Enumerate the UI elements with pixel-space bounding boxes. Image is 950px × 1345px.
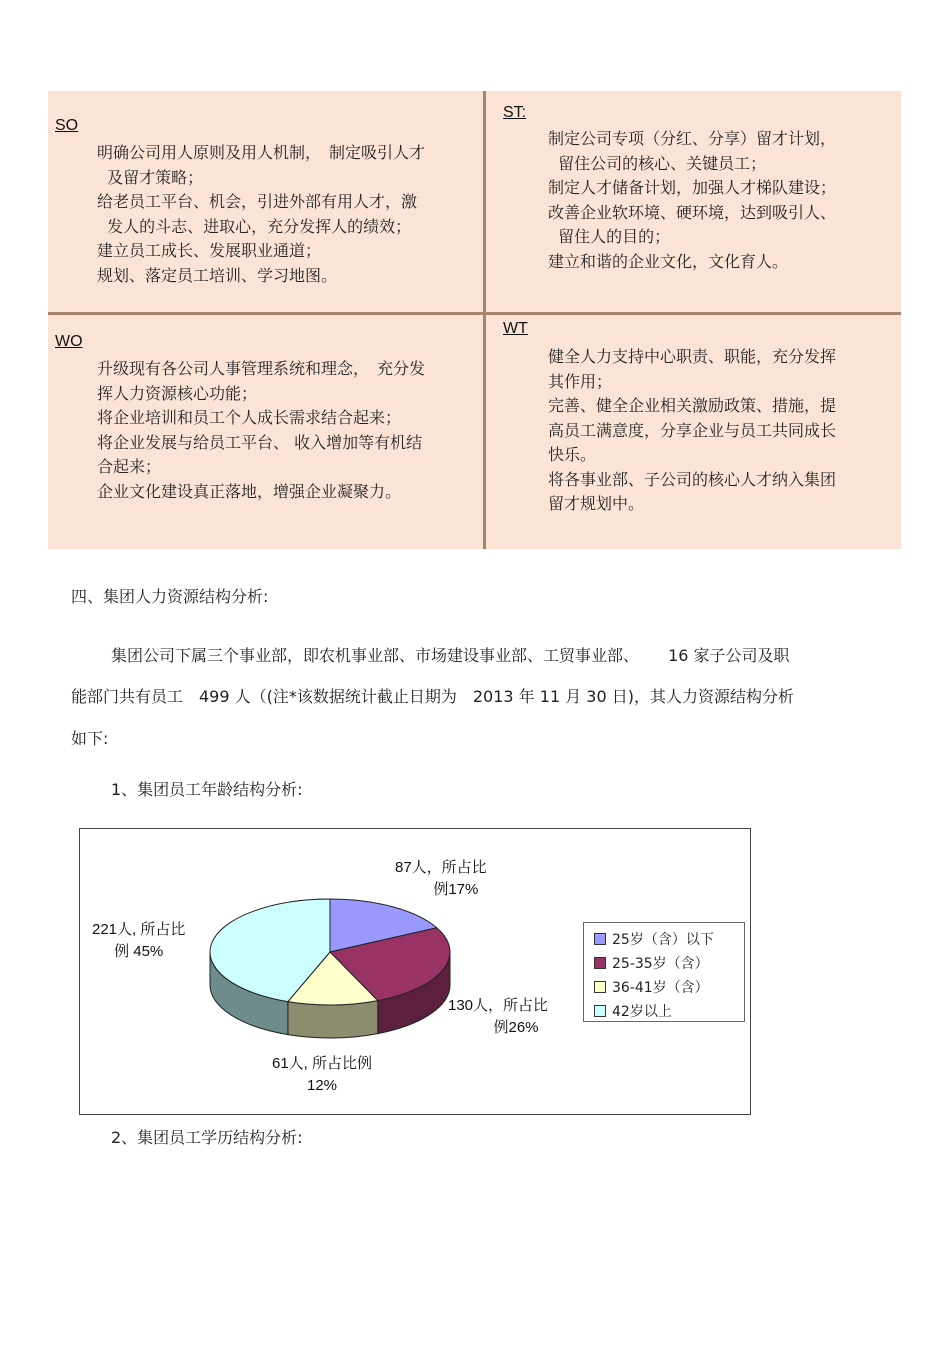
st-content bbox=[548, 127, 836, 274]
pie-label-line: 例26% bbox=[493, 1019, 539, 1036]
wt-line: 完善、健全企业相关激励政策、措施，提 bbox=[548, 396, 837, 415]
wo-content bbox=[97, 357, 425, 504]
pie-label-over42 bbox=[92, 919, 185, 963]
swot-divider-horizontal bbox=[48, 312, 901, 315]
wt-line: 健全人力支持中心职责、职能，充分发挥 bbox=[548, 347, 837, 366]
wt-title: WT bbox=[503, 320, 528, 337]
wt-line: 留才规划中。 bbox=[548, 494, 645, 513]
wo-title: WO bbox=[55, 333, 83, 350]
legend-label: 42岁以上 bbox=[612, 1004, 672, 1020]
legend-item bbox=[594, 1001, 672, 1021]
st-line: 制定人才储备计划，加强人才梯队建设； bbox=[548, 178, 837, 197]
intro-paragraph-line: 如下: bbox=[71, 729, 109, 748]
st-line: 建立和谐的企业文化，文化育人。 bbox=[548, 251, 789, 271]
pie-label-under25 bbox=[395, 857, 487, 901]
legend-swatch bbox=[594, 933, 606, 945]
intro-paragraph-line: 集团公司下属三个事业部，即农机事业部、市场建设事业部、工贸事业部、 16 家子公司及职 bbox=[111, 646, 790, 665]
st-line: 留住人的目的； bbox=[548, 227, 671, 246]
legend-label: 36-41岁（含） bbox=[612, 980, 709, 996]
wo-line: 挥人力资源核心功能； bbox=[97, 383, 258, 403]
legend-swatch bbox=[594, 1005, 606, 1017]
pie-label-line: 12% bbox=[307, 1077, 338, 1094]
legend-swatch bbox=[594, 957, 606, 969]
subsection-age-heading: 1、集团员工年龄结构分析: bbox=[111, 780, 303, 799]
pie-label-line: 例17% bbox=[433, 881, 479, 898]
intro-paragraph-line: 能部门共有员工 499 人（(注*该数据统计截止日期为 2013 年 11 月 30 日)，其人力资源结构分析 bbox=[71, 687, 794, 706]
section-heading: 四、集团人力资源结构分析: bbox=[71, 587, 269, 606]
wo-line: 将企业培训和员工个人成长需求结合起来； bbox=[97, 408, 402, 427]
wo-line: 升级现有各公司人事管理系统和理念， 充分发 bbox=[97, 359, 426, 378]
pie-label-line: 130人，所占比 bbox=[448, 997, 549, 1014]
swot-divider-vertical bbox=[483, 91, 486, 549]
st-line: 留住公司的核心、关键员工； bbox=[548, 153, 767, 173]
chart-legend bbox=[583, 922, 745, 1022]
st-line: 制定公司专项（分红、分享）留才计划， bbox=[548, 129, 837, 148]
legend-item bbox=[594, 977, 709, 997]
so-line: 发人的斗志、进取心，充分发挥人的绩效； bbox=[97, 216, 412, 236]
pie-slice-side bbox=[288, 1001, 378, 1038]
pie-label-line: 87人，所占比 bbox=[395, 859, 487, 876]
st-title: ST: bbox=[503, 104, 527, 121]
legend-item bbox=[594, 929, 714, 949]
wt-line: 其作用； bbox=[548, 371, 613, 391]
legend-item bbox=[594, 953, 709, 973]
subsection-education-heading: 2、集团员工学历结构分析: bbox=[111, 1128, 303, 1147]
wt-content bbox=[548, 345, 836, 517]
so-line: 明确公司用人原则及用人机制， 制定吸引人才 bbox=[97, 143, 426, 162]
pie-label-36-41 bbox=[272, 1053, 372, 1097]
wt-line: 将各事业部、子公司的核心人才纳入集团 bbox=[548, 469, 837, 489]
pie-label-line: 61人, 所占比例 bbox=[272, 1055, 373, 1072]
wt-line: 快乐。 bbox=[548, 445, 597, 464]
pie-label-line: 221人, 所占比 bbox=[92, 921, 186, 938]
so-line: 规划、落定员工培训、学习地图。 bbox=[97, 265, 338, 285]
wt-line: 高员工满意度，分享企业与员工共同成长 bbox=[548, 420, 837, 440]
pie-label-line: 例 45% bbox=[114, 943, 164, 960]
wo-line: 将企业发展与给员工平台、 收入增加等有机结 bbox=[97, 432, 423, 452]
so-title: SO bbox=[55, 117, 79, 134]
legend-label: 25岁（含）以下 bbox=[612, 932, 714, 948]
so-line: 给老员工平台、机会，引进外部有用人才，激 bbox=[97, 192, 418, 211]
wo-line: 合起来； bbox=[97, 457, 162, 476]
legend-swatch bbox=[594, 981, 606, 993]
st-line: 改善企业软环境、硬环境，达到吸引人、 bbox=[548, 202, 837, 222]
pie-label-25-35 bbox=[448, 995, 548, 1039]
so-line: 及留才策略； bbox=[97, 167, 204, 187]
wo-line: 企业文化建设真正落地，增强企业凝聚力。 bbox=[97, 481, 402, 501]
so-content bbox=[97, 141, 425, 288]
so-line: 建立员工成长、发展职业通道； bbox=[97, 241, 322, 260]
legend-label: 25-35岁（含） bbox=[612, 956, 709, 972]
